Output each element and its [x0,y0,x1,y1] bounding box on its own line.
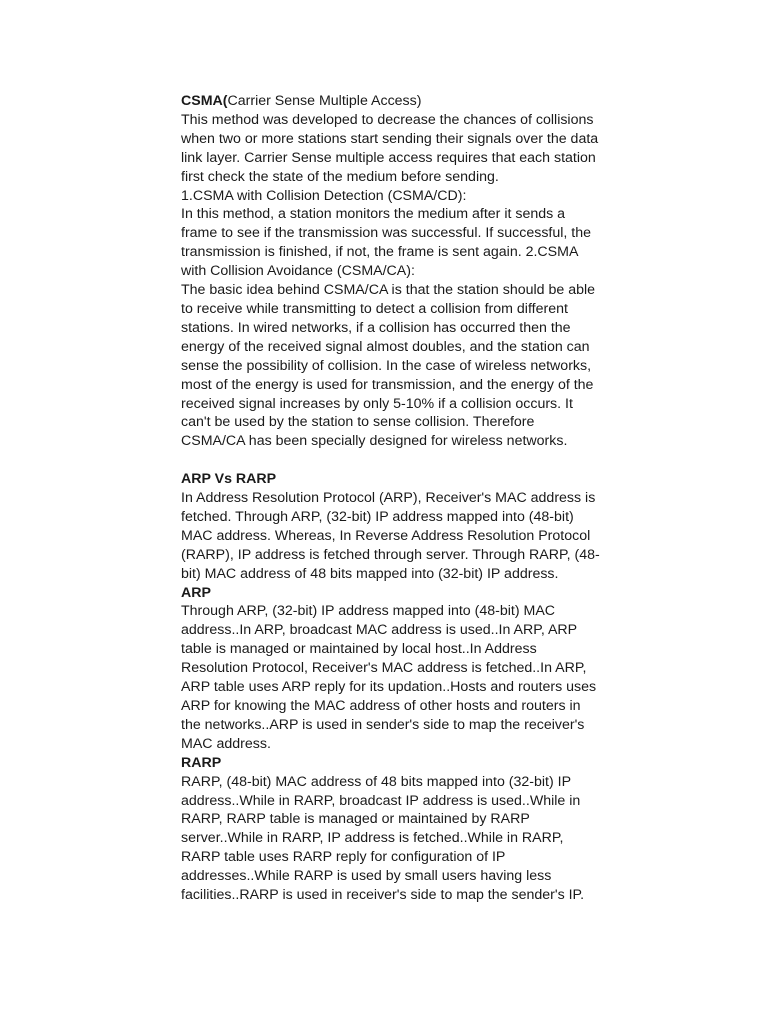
csma-intro: This method was developed to decrease the chances of collisions when two or more stations start sending their signals over the data link layer. Carrier Sense multiple access requires that each station first check the state of the medium before sending. [181,111,599,185]
document-page [181,92,601,905]
csma-cd-body: In this method, a station monitors the medium after it sends a frame to see if the transmission was successful. If successful, the transmission is finished, if not, the frame is sent again. 2.CSMA with Collision Avoidance (CSMA/CA): [181,206,592,280]
arp-body: Through ARP, (32-bit) IP address mapped into (48-bit) MAC address..In ARP, broadcast MAC address is used..In ARP, ARP table is managed or maintained by local host..In Address Resolution Protocol, Receiver's MAC address is fetched..In ARP, ARP table uses ARP reply for its updation..Hosts and routers uses ARP for knowing the MAC address of other hosts and routers in the networks..ARP is used in sender's side to map the receiver's MAC address. [181,603,597,752]
csma-title-rest: Carrier Sense Multiple Access) [227,93,422,109]
csma-ca-body: The basic idea behind CSMA/CA is that the station should be able to receive while transmitting to detect a collision from different stations. In wired networks, if a collision has occurred then the energy of the received signal almost doubles, and the station can sense the possibility of collision. In the case of wireless networks, most of the energy is used for transmission, and the energy of the received signal increases by only 5-10% if a collision occurs. It can't be used by the station to sense collision. Therefore CSMA/CA has been specially designed for wireless networks. [181,282,596,450]
rarp-heading: RARP [181,754,222,771]
arp-heading: ARP [181,584,211,601]
arp-vs-rarp-heading: ARP Vs RARP [181,471,277,488]
arp-vs-rarp-body: In Address Resolution Protocol (ARP), Receiver's MAC address is fetched. Through ARP, (32-bit) IP address mapped into (48-bit) MAC address. Whereas, In Reverse Address Resolution Protocol (RARP), IP address is fetched through server. Through RARP, (48-bit) MAC address of 48 bits mapped into (32-bit) IP address. [181,490,600,582]
csma-cd-heading: 1.CSMA with Collision Detection (CSMA/CD): [181,187,467,204]
csma-title-bold: CSMA( [181,93,228,109]
csma-title [181,92,601,111]
section-spacer [181,451,601,470]
rarp-body: RARP, (48-bit) MAC address of 48 bits mapped into (32-bit) IP address..While in RARP, broadcast IP address is used..While in RARP, RARP table is managed or maintained by RARP server..While in RARP, IP address is fetched..While in RARP, RARP table uses RARP reply for configuration of IP addresses..While RARP is used by small users having less facilities..RARP is used in receiver's side to map the sender's IP. [181,773,585,904]
